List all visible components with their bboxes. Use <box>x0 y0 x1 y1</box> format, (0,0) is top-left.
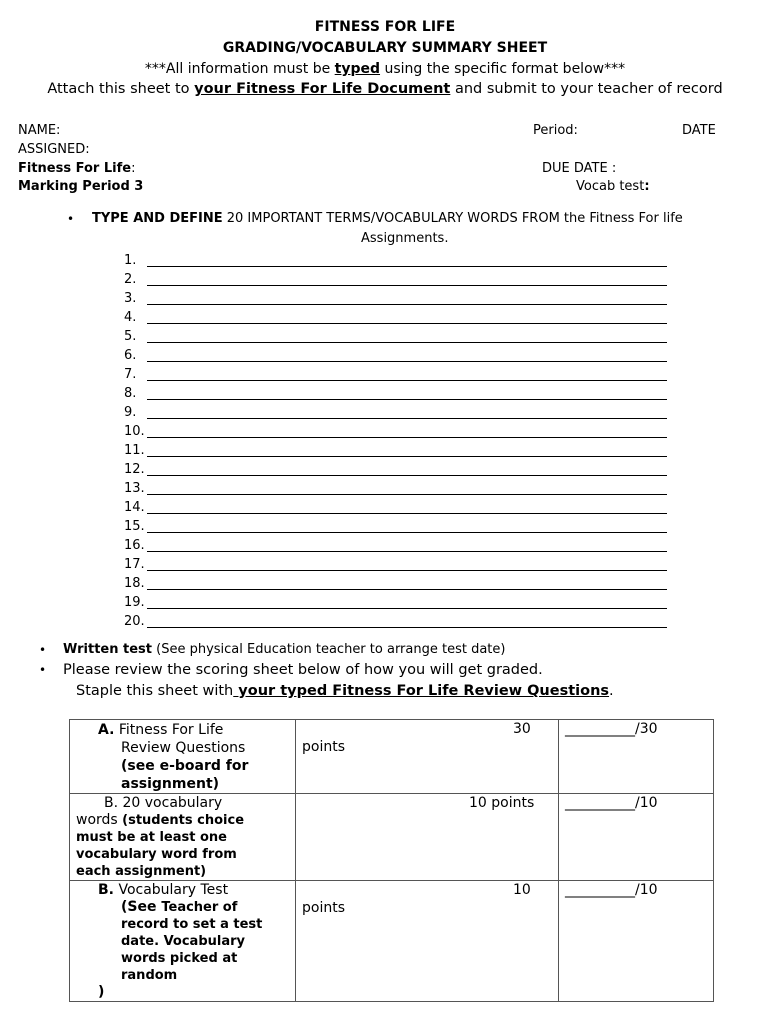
page-subtitle: GRADING/VOCABULARY SUMMARY SHEET <box>222 40 548 56</box>
criteria-note: each assignment) <box>76 864 207 879</box>
vocab-line-number: 9. <box>124 405 137 420</box>
vocab-line-item <box>124 612 667 631</box>
criteria-note: Teacher of <box>161 900 238 915</box>
period-label: Period: <box>533 123 578 138</box>
due-date-label: DUE DATE : <box>542 161 617 176</box>
vocab-line-item <box>124 479 667 498</box>
score-cell <box>559 794 714 881</box>
vocab-line-item <box>124 384 667 403</box>
criteria-cell <box>70 794 296 881</box>
review-note: Please review the scoring sheet below of how you will get graded. <box>63 662 543 678</box>
typed-notice-post: using the specific format below*** <box>380 61 626 77</box>
date-label: DATE <box>682 123 716 138</box>
vocab-line-item <box>124 422 667 441</box>
attach-notice-doc: your Fitness For Life Document <box>194 81 451 97</box>
vocab-answer-line <box>147 329 667 343</box>
page-title: FITNESS FOR LIFE <box>314 19 456 35</box>
criteria-letter: B. <box>98 882 114 898</box>
vocab-line-item <box>124 251 667 270</box>
vocab-line-number: 15. <box>124 519 145 534</box>
criteria-text: Review Questions <box>121 740 246 756</box>
vocab-answer-line <box>147 595 667 609</box>
vocab-answer-line <box>147 386 667 400</box>
written-test-rest: (See physical Education teacher to arrange test date) <box>152 642 506 657</box>
staple-note-pre: Staple this sheet with <box>76 683 234 699</box>
vocab-answer-line <box>147 500 667 514</box>
criteria-note: random <box>121 968 178 983</box>
vocab-answer-line <box>147 614 667 628</box>
vocab-line-number: 20. <box>124 614 145 629</box>
points-value: 10 points <box>469 795 535 811</box>
vocab-instruction-rest: 20 IMPORTANT TERMS/VOCABULARY WORDS FROM the Fitness For life <box>222 211 683 226</box>
vocab-line-number: 18. <box>124 576 145 591</box>
vocab-line-number: 7. <box>124 367 137 382</box>
vocab-answer-line <box>147 481 667 495</box>
vocab-answer-line <box>147 557 667 571</box>
vocab-test-label <box>576 179 650 194</box>
typed-notice-word: typed <box>334 61 381 77</box>
criteria-text: B. 20 vocabulary <box>104 795 223 811</box>
vocab-instruction-line2: Assignments. <box>361 231 449 246</box>
staple-note <box>76 683 614 699</box>
attach-notice-post: and submit to your teacher of record <box>450 81 723 97</box>
vocab-test-colon: : <box>644 179 650 194</box>
criteria-note: record to set a test <box>121 917 263 932</box>
vocab-line-item <box>124 270 667 289</box>
vocab-line-item <box>124 536 667 555</box>
vocab-test-text: Vocab test <box>576 179 645 194</box>
score-cell <box>559 881 714 1002</box>
vocab-line-item <box>124 365 667 384</box>
points-cell <box>296 881 559 1002</box>
scoring-table <box>69 719 714 1002</box>
staple-note-post: . <box>609 683 614 699</box>
criteria-note: date. Vocabulary <box>121 934 246 949</box>
ffl-label-colon: : <box>131 161 136 176</box>
vocab-line-item <box>124 517 667 536</box>
points-word: points <box>302 900 345 916</box>
criteria-note: must be at least one <box>76 830 227 845</box>
vocab-answer-line <box>147 576 667 590</box>
vocab-line-item <box>124 289 667 308</box>
bullet-icon: • <box>39 663 47 677</box>
vocab-line-number: 13. <box>124 481 145 496</box>
points-cell <box>296 794 559 881</box>
vocab-line-number: 3. <box>124 291 137 306</box>
vocab-answer-line <box>147 443 667 457</box>
vocab-answer-line <box>147 348 667 362</box>
assigned-label: ASSIGNED: <box>18 142 90 157</box>
vocab-line-number: 4. <box>124 310 137 325</box>
vocab-line-item <box>124 346 667 365</box>
vocab-line-item <box>124 498 667 517</box>
bullet-icon: • <box>67 212 75 226</box>
vocab-answer-line <box>147 253 667 267</box>
vocab-line-number: 2. <box>124 272 137 287</box>
criteria-note: assignment) <box>121 776 220 792</box>
vocab-line-number: 14. <box>124 500 145 515</box>
vocab-line-number: 8. <box>124 386 137 401</box>
written-test-bold: Written test <box>63 642 152 657</box>
vocab-line-item <box>124 327 667 346</box>
score-blank: __________/10 <box>565 795 658 811</box>
marking-period-label: Marking Period 3 <box>18 179 144 194</box>
table-row <box>70 794 714 881</box>
vocab-list <box>124 251 667 631</box>
vocab-answer-line <box>147 272 667 286</box>
vocab-answer-line <box>147 424 667 438</box>
vocab-line-number: 11. <box>124 443 145 458</box>
written-test-note <box>63 642 505 657</box>
vocab-line-item <box>124 403 667 422</box>
vocab-answer-line <box>147 367 667 381</box>
vocab-answer-line <box>147 538 667 552</box>
criteria-text: Fitness For Life <box>118 722 224 738</box>
vocab-line-number: 6. <box>124 348 137 363</box>
criteria-cell <box>70 881 296 1002</box>
vocab-line-item <box>124 460 667 479</box>
points-value: 10 <box>513 882 531 898</box>
table-row <box>70 881 714 1002</box>
criteria-text: Vocabulary Test <box>118 882 229 898</box>
points-cell <box>296 720 559 794</box>
vocab-line-number: 1. <box>124 253 137 268</box>
vocab-answer-line <box>147 519 667 533</box>
vocab-line-number: 5. <box>124 329 137 344</box>
vocab-answer-line <box>147 310 667 324</box>
vocab-line-item <box>124 574 667 593</box>
points-word: points <box>302 739 345 755</box>
table-row <box>70 720 714 794</box>
criteria-note: ) <box>98 984 105 1000</box>
criteria-letter: A. <box>98 722 115 738</box>
vocab-line-number: 12. <box>124 462 145 477</box>
vocab-instruction-bold: TYPE AND DEFINE <box>92 211 223 226</box>
fitness-for-life-label <box>18 161 135 176</box>
name-label: NAME: <box>18 123 61 138</box>
score-blank: __________/30 <box>565 721 658 737</box>
criteria-text: words <box>76 812 123 828</box>
vocab-line-number: 10. <box>124 424 145 439</box>
vocab-line-item <box>124 593 667 612</box>
vocab-instruction <box>92 211 683 226</box>
score-blank: __________/10 <box>565 882 658 898</box>
staple-note-doc: your typed Fitness For Life Review Questions <box>233 683 610 699</box>
attach-notice-pre: Attach this sheet to <box>47 81 195 97</box>
ffl-label-text: Fitness For Life <box>18 161 132 176</box>
vocab-line-number: 17. <box>124 557 145 572</box>
vocab-line-item <box>124 308 667 327</box>
criteria-note: vocabulary word from <box>76 847 237 862</box>
vocab-line-number: 16. <box>124 538 145 553</box>
bullet-icon: • <box>39 643 47 657</box>
typed-notice <box>0 61 770 77</box>
typed-notice-pre: ***All information must be <box>144 61 335 77</box>
vocab-answer-line <box>147 291 667 305</box>
criteria-note: (see e-board for <box>121 758 249 774</box>
criteria-cell <box>70 720 296 794</box>
attach-notice <box>0 81 770 97</box>
criteria-note: words picked at <box>121 951 238 966</box>
criteria-note: (students choice <box>122 813 245 828</box>
points-value: 30 <box>513 721 531 737</box>
vocab-answer-line <box>147 405 667 419</box>
criteria-note: (See <box>121 899 162 915</box>
vocab-answer-line <box>147 462 667 476</box>
vocab-line-item <box>124 441 667 460</box>
vocab-line-number: 19. <box>124 595 145 610</box>
score-cell <box>559 720 714 794</box>
vocab-line-item <box>124 555 667 574</box>
